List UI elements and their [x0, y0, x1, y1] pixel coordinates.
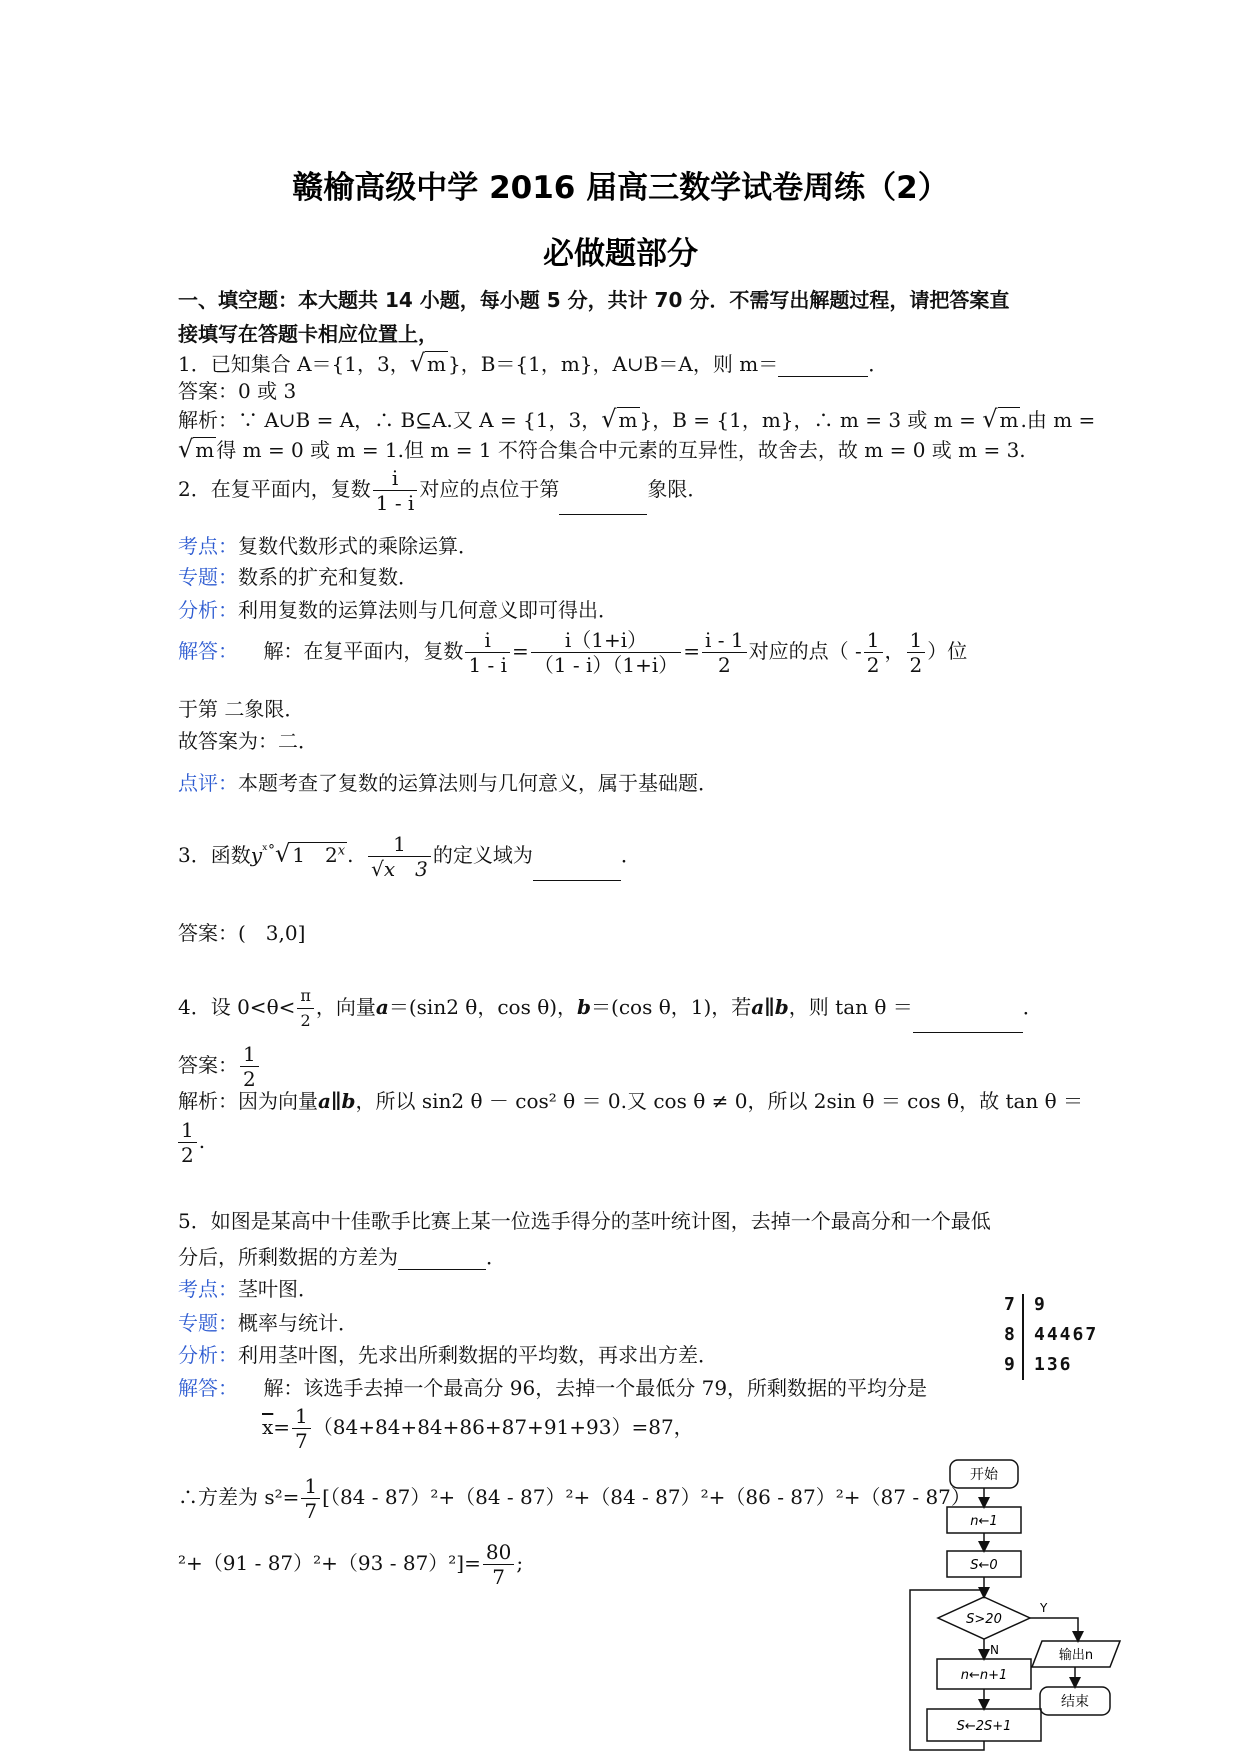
stem-divider: [1022, 1294, 1024, 1380]
q1-stem: 1．已知集合 A＝{1，3，√ m }，B＝{1，m}，A∪B＝A，则 m＝ ．: [178, 349, 889, 377]
q5-fenxi: 分析：利用茎叶图，先求出所剩数据的平均数，再求出方差．: [178, 1343, 718, 1367]
page-subtitle: 必做题部分: [543, 236, 698, 272]
q3-stem: 3．函数$y^{ˣ^\circ}√$ 1 2$^x$ . $\frac{1}{√x 3}$ 的定义域为 ．: [178, 832, 641, 881]
sqrt-m: √ m: [409, 349, 446, 377]
page-title: 赣榆高级中学 2016 届高三数学试卷周练（2）: [292, 170, 949, 206]
section-heading-line2: 接填写在答题卡相应位置上，: [178, 322, 438, 346]
q1-analysis-line1: 解析：∵ A∪B = A，∴ B⊆A.又 A = {1，3，√ m }，B = {1，m}，∴ m = 3 或 m = √ m .由 m =: [178, 405, 1096, 433]
q2-jieda: 解答： 解：在复平面内，复数 $\frac{i}{1 - i}$ = $\frac{i(1+i)}{(1 - i)(1+i)}$ = $\frac{i - 1}{2}$ 对应的点（ - $\frac{1}{2}$ ， $\frac{1}{2}$ ）位: [178, 628, 968, 677]
q2-answer-blank[interactable]: [559, 494, 647, 515]
q2-dianping: 点评：本题考查了复数的运算法则与几何意义，属于基础题．: [178, 771, 718, 795]
q4-answer-blank[interactable]: [913, 1012, 1023, 1033]
yes-label: Y: [1040, 1601, 1048, 1615]
q5-jieda: 解答： 解：该选手去掉一个最高分 96，去掉一个最低分 79，所剩数据的平均分是: [178, 1376, 928, 1400]
n-increment-label: n←n+1: [960, 1668, 1008, 1683]
stem-row: 7 9: [1004, 1294, 1045, 1315]
q3-answer: 答案：( 3,0]: [178, 921, 306, 945]
q2-fraction: $\frac{i}{1 - i}$: [373, 466, 418, 515]
q5-stem-line2: 分后，所剩数据的方差为 ．: [178, 1245, 506, 1269]
q1-answer-blank[interactable]: [778, 356, 868, 377]
n-init-label: n←1: [970, 1514, 998, 1529]
q5-answer-blank[interactable]: [398, 1249, 486, 1270]
flowchart: [900, 1450, 1140, 1754]
q4-answer: 答案： $\frac{1}{2}$: [178, 1042, 261, 1091]
q4-stem: 4．设 0<θ< $\frac{\pi}{2}$ ，向量a＝(sin2 θ，cos θ)，b＝(cos θ，1)，若a∥b，则 tan θ ＝ ．: [178, 984, 1043, 1033]
end-label: 结束: [1061, 1694, 1089, 1710]
q5-variance-line2: ²+（91 - 87）²+（93 - 87）²]= $\frac{80}{7}$ ;: [178, 1540, 524, 1589]
q5-kaodian: 考点：茎叶图．: [178, 1277, 318, 1301]
q2-kaodian: 考点：复数代数形式的乘除运算．: [178, 534, 478, 558]
q4-analysis: 解析：因为向量a∥b，所以 sin2 θ － cos² θ ＝ 0.又 cos θ ≠ 0，所以 2sin θ ＝ cos θ，故 tan θ ＝: [178, 1089, 1084, 1113]
q5-variance-line1: ∴方差为 s²= $\frac{1}{7}$ [（84 - 87）²+（84 - 87）²+（84 - 87）²+（86 - 87）²+（87 - 87）: [178, 1474, 971, 1523]
q2-zhuanti: 专题：数系的扩充和复数．: [178, 565, 418, 589]
q5-mean: $\overline{x}=$ $\frac{1}{7}$ （84+84+84+86+87+91+93）=87，: [262, 1404, 694, 1453]
condition-label: S>20: [966, 1612, 1002, 1627]
s-init-label: S←0: [970, 1558, 998, 1573]
output-label: 输出n: [1058, 1648, 1094, 1663]
stem-row: 9 136: [1004, 1354, 1073, 1375]
q2-final-answer: 故答案为：二．: [178, 729, 318, 753]
q1-answer: 答案：0 或 3: [178, 379, 297, 403]
no-label: N: [990, 1643, 999, 1657]
q4-analysis-result: $\frac{1}{2}$ .: [178, 1118, 205, 1167]
q5-zhuanti: 专题：概率与统计．: [178, 1311, 358, 1335]
stem-row: 8 44467: [1004, 1324, 1099, 1345]
q2-fenxi: 分析：利用复数的运算法则与几何意义即可得出．: [178, 598, 618, 622]
q5-stem-line1: 5．如图是某高中十佳歌手比赛上某一位选手得分的茎叶统计图，去掉一个最高分和一个最低: [178, 1209, 991, 1233]
q1-analysis-line2: √ m 得 m = 0 或 m = 1.但 m = 1 不符合集合中元素的互异性，故舍去，故 m = 0 或 m = 3.: [178, 435, 1026, 463]
section-heading-line1: 一、填空题：本大题共 14 小题，每小题 5 分，共计 70 分．不需写出解题过程，请把答案直: [178, 288, 1010, 312]
start-label: 开始: [970, 1467, 998, 1483]
q2-jieda-line2: 于第 二象限．: [178, 697, 305, 721]
q2-stem: 2．在复平面内，复数 $\frac{i}{1 - i}$ 对应的点位于第 象限．: [178, 466, 708, 515]
s-update-label: S←2S+1: [956, 1719, 1012, 1734]
q3-answer-blank[interactable]: [533, 860, 621, 881]
